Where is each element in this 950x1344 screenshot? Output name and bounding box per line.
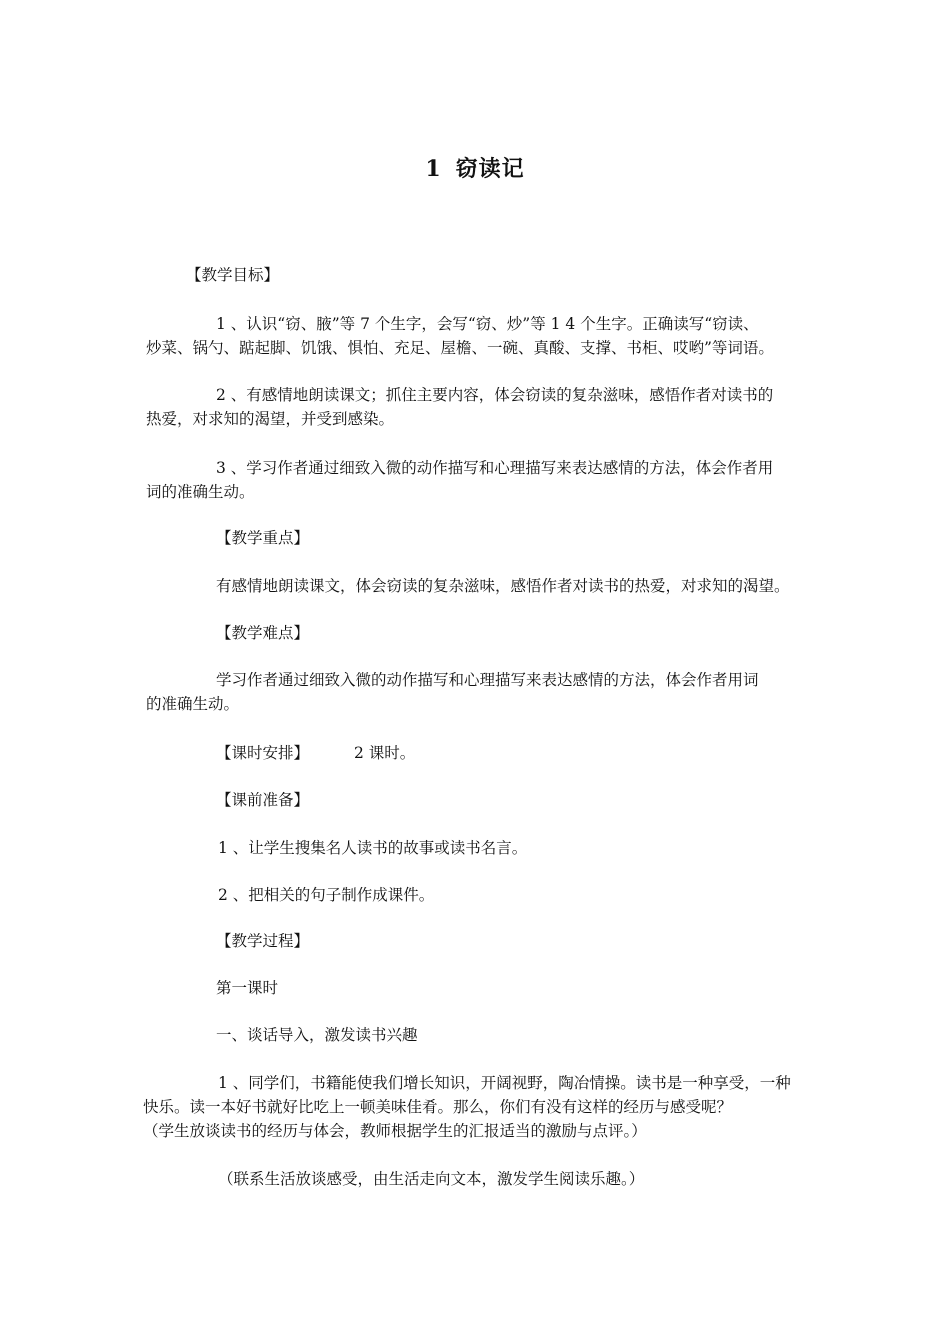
goal-2-line-1: 2 、有感情地朗读课文；抓住主要内容，体会窃读的复杂滋味，感悟作者对读书的 [216,386,774,404]
heading-schedule: 【课时安排】 [216,744,310,762]
intro-line-1: 1 、同学们，书籍能使我们增长知识，开阔视野，陶冶情操。读书是一种享受，一种 [218,1074,791,1092]
document-title [0,152,950,183]
key-points-text: 有感情地朗读课文，体会窃读的复杂滋味，感悟作者对读书的热爱，对求知的渴望。 [216,577,790,595]
goal-1-line-2: 炒菜、锅勺、踮起脚、饥饿、惧怕、充足、屋檐、一碗、真酸、支撑、书柜、哎哟”等词语。 [146,339,774,357]
difficulties-text [146,668,759,716]
goal-1 [146,312,774,360]
intro-line-2: 快乐。读一本好书就好比吃上一顿美味佳肴。那么，你们有没有这样的经历与感受呢？ [143,1098,733,1116]
heading-goals: 【教学目标】 [186,266,280,284]
goal-2 [146,383,773,431]
heading-difficulties: 【教学难点】 [216,624,310,642]
goal-3-line-2: 词的准确生动。 [146,483,255,501]
teaching-note: （联系生活放谈感受，由生活走向文本，激发学生阅读乐趣。） [218,1170,645,1188]
goal-2-line-2: 热爱，对求知的渴望，并受到感染。 [146,410,395,428]
heading-preparation: 【课前准备】 [216,791,310,809]
lesson-title: 窃读记 [455,156,525,182]
lesson-number: 1 [425,156,442,182]
goal-1-line-1: 1 、认识“窃、腋”等 7 个生字，会写“窃、炒”等 1 4 个生字。正确读写“窃读、 [216,315,759,333]
intro-paragraph [143,1071,791,1143]
preparation-item-2: 2 、把相关的句子制作成课件。 [218,886,435,904]
schedule-value: 2 课时。 [354,744,416,762]
preparation-item-1: 1 、让学生搜集名人读书的故事或读书名言。 [218,839,528,857]
difficulties-line-1: 学习作者通过细致入微的动作描写和心理描写来表达感情的方法，体会作者用词 [216,671,759,689]
goal-3-line-1: 3 、学习作者通过细致入微的动作描写和心理描写来表达感情的方法，体会作者用 [216,459,774,477]
heading-process: 【教学过程】 [216,932,310,950]
goal-3 [146,456,773,504]
difficulties-line-2: 的准确生动。 [146,695,240,713]
section-one-heading: 一、谈话导入，激发读书兴趣 [216,1026,418,1044]
intro-line-3: （学生放谈读书的经历与体会，教师根据学生的汇报适当的激励与点评。） [143,1122,647,1140]
lesson-label: 第一课时 [216,979,279,997]
heading-key-points: 【教学重点】 [216,529,310,547]
